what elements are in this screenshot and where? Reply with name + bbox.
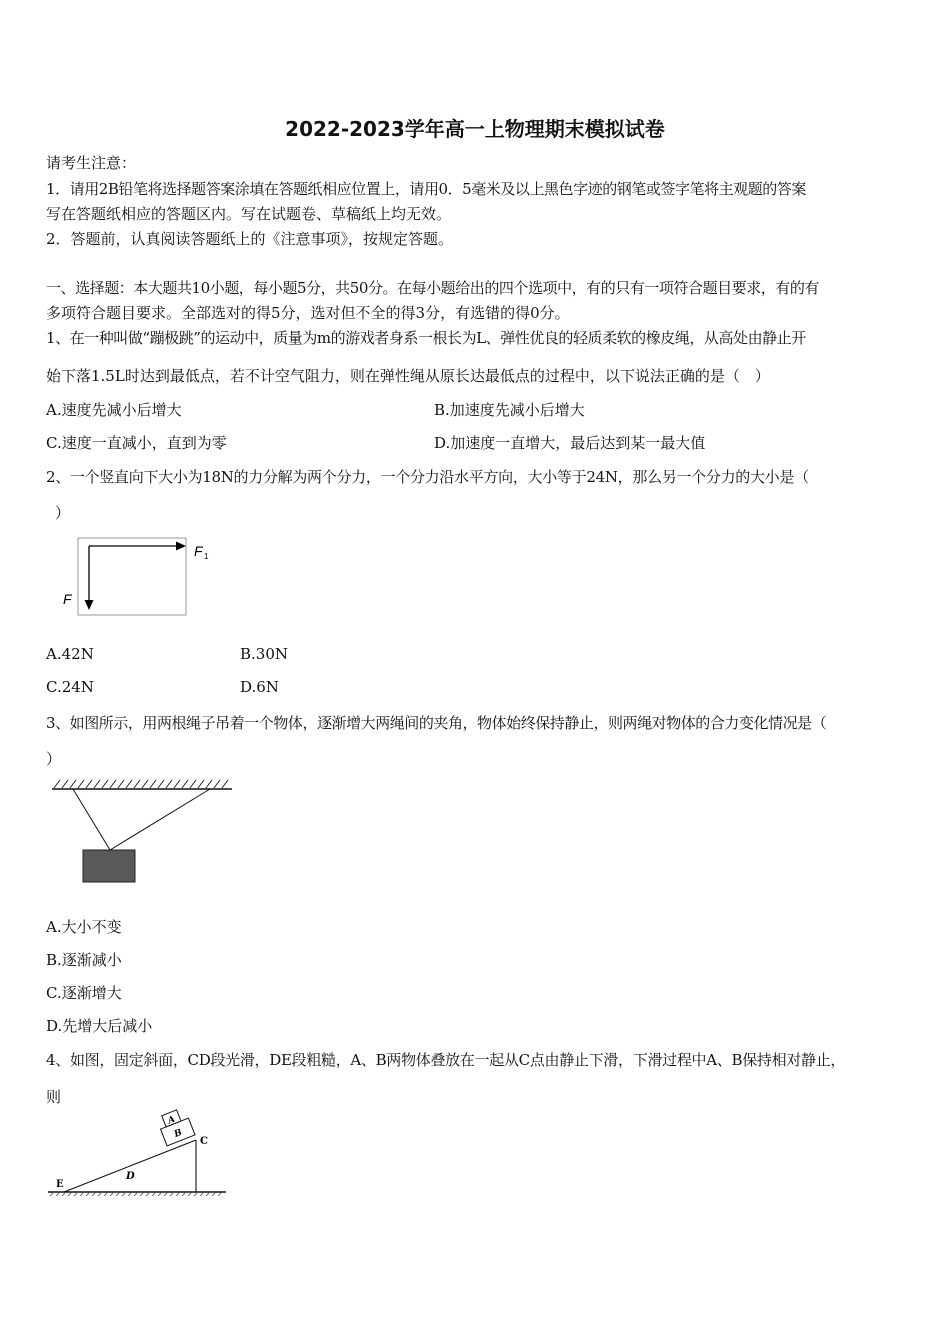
incline-surface	[64, 1140, 196, 1192]
hanging-block	[83, 850, 135, 882]
q2-line-1: 2、一个竖直向下大小为18N的力分解为两个分力，一个分力沿水平方向，大小等于24N，那么另一个分力的大小是（	[46, 468, 809, 486]
hanging-object-figure	[48, 778, 236, 888]
notice-line-2: 2．答题前，认真阅读答题纸上的《注意事项》，按规定答题。	[46, 230, 454, 248]
f-label: F	[63, 591, 72, 607]
left-rope	[73, 789, 110, 850]
figure-frame	[78, 538, 186, 615]
q4-line-1: 4、如图，固定斜面，CD段光滑，DE段粗糙，A、B两物体叠放在一起从C点由静止下滑，下滑过程中A、B保持相对静止，	[46, 1051, 846, 1069]
q1-option-b: B.加速度先减小后增大	[434, 401, 585, 419]
ceiling-hatching	[54, 780, 228, 788]
point-e-label: E	[56, 1179, 64, 1190]
q3-option-a: A.大小不变	[46, 918, 122, 936]
q1-line-2: 始下落1.5L时达到最低点，若不计空气阻力，则在弹性绳从原长达最低点的过程中，以下说法正确的是（ ）	[46, 367, 770, 385]
notice-line-1a: 1．请用2B铅笔将选择题答案涂填在答题纸相应位置上，请用0．5毫米及以上黑色字迹的钢笔或签字笔将主观题的答案	[46, 180, 806, 198]
block-b-label: B	[172, 1127, 184, 1140]
q2-option-b: B.30N	[240, 645, 289, 663]
q3-line-1: 3、如图所示，用两根绳子吊着一个物体，逐渐增大两绳间的夹角，物体始终保持静止，则两绳对物体的合力变化情况是（	[46, 714, 827, 732]
q3-line-2: ）	[46, 750, 62, 768]
right-rope	[110, 789, 210, 850]
q4-line-2: 则	[46, 1088, 62, 1106]
point-c-label: C	[200, 1136, 208, 1147]
section-line-1: 一、选择题：本大题共10小题，每小题5分，共50分。在每小题给出的四个选项中，有的只有一项符合题目要求，有的有	[46, 279, 819, 297]
q2-option-c: C.24N	[46, 678, 94, 696]
f1-label: F	[194, 543, 203, 559]
q2-line-2: ）	[55, 504, 71, 522]
f1-subscript: 1	[204, 552, 209, 561]
block-a-label: A	[166, 1114, 177, 1127]
stacked-blocks	[156, 1107, 195, 1146]
q1-option-d: D.加速度一直增大，最后达到某一最大值	[434, 434, 706, 452]
q3-option-c: C.逐渐增大	[46, 984, 122, 1002]
q1-line-1: 1、在一种叫做“蹦极跳”的运动中，质量为m的游戏者身系一根长为L、弹性优良的轻质柔软的橡皮绳，从高处由静止开	[46, 329, 806, 347]
notice-line-1b: 写在答题纸相应的答题区内。写在试题卷、草稿纸上均无效。	[46, 205, 452, 223]
force-decomposition-figure	[58, 532, 209, 622]
page-title: 2022-2023学年高一上物理期末模拟试卷	[285, 117, 665, 141]
section-line-2: 多项符合题目要求。全部选对的得5分，选对但不全的得3分，有选错的得0分。	[46, 304, 570, 322]
point-d-label: D	[126, 1171, 135, 1182]
q1-option-a: A.速度先减小后增大	[46, 401, 182, 419]
incline-figure	[44, 1110, 230, 1202]
q1-option-c: C.速度一直减小，直到为零	[46, 434, 227, 452]
q3-option-b: B.逐渐减小	[46, 951, 122, 969]
q2-option-a: A.42N	[46, 645, 94, 663]
q3-option-d: D.先增大后减小	[46, 1017, 153, 1035]
q2-option-d: D.6N	[240, 678, 279, 696]
notice-heading: 请考生注意：	[46, 154, 137, 172]
